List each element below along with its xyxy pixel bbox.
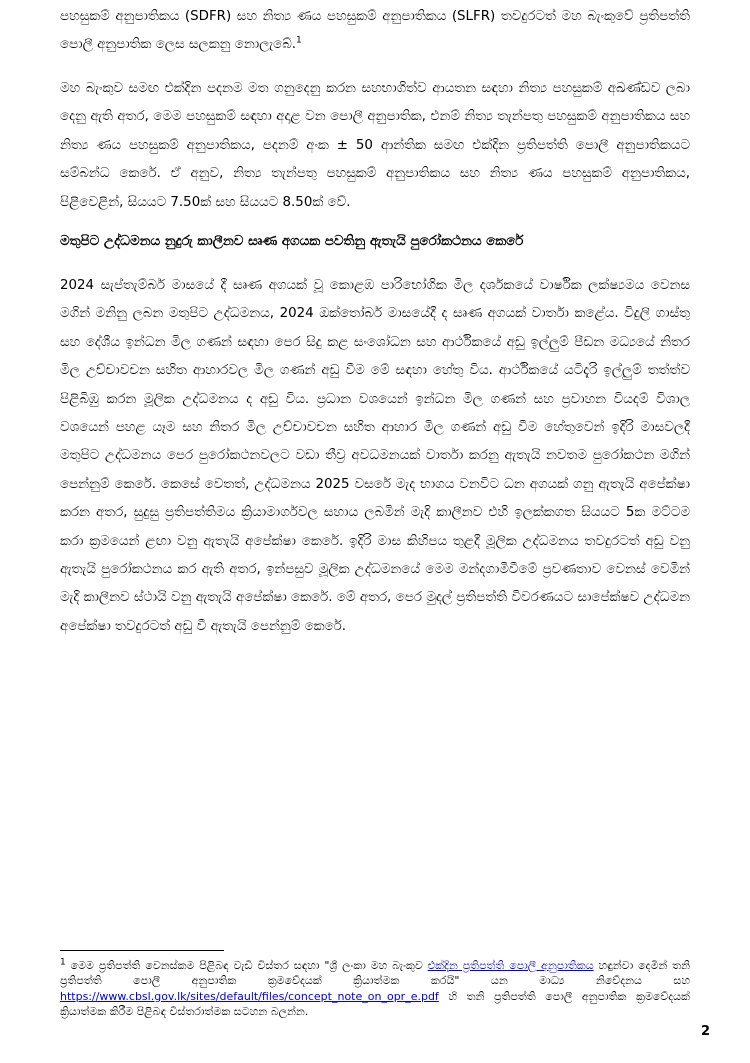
footnote-marker: 1	[60, 957, 66, 968]
footnote-divider	[60, 950, 224, 951]
footnote-text-after-url: හි තනි ප්‍රතිපත්ති පොලී අනුපාතික ක්‍රමවේදයක් ක්‍රියාත්මක කිරීම පිළිබඳ විස්තරාත්මක සටහන බලන්න.	[60, 989, 690, 1019]
paragraph-policy-rates	[60, 3, 690, 60]
footnote-text-before-link: මෙම ප්‍රතිපත්ති වෙනස්කම පිළිබඳ වැඩි විස්තර සඳහා "ශ්‍රී ලංකා මහ බැංකුව	[65, 959, 428, 972]
footnote-link-opr[interactable]: එක්දින ප්‍රතිපත්ති පොලී අනුපාතිකය	[427, 959, 594, 972]
footnote-reference[interactable]: 1	[296, 35, 302, 46]
paragraph-standing-facilities: මහ බැංකුව සමඟ එක්දින පදනම මත ගනුදෙනු කරන සහභාගිත්ව ආයතන සඳහා නිත්‍ය පහසුකම් අඛණ්ඩව ලබා දෙනු ඇති අතර, මෙම පහසුකම් සඳහා අදාළ වන පොලී අනුපාතික, එනම් නිත්‍ය තැන්පතු පහසුකම් අනුපාතිකය සහ නිත්‍ය ණය පහසුකම් අනුපාතිකය, පදනම් අංක ± 50 ආන්තික සමඟ එක්දින ප්‍රතිපත්ති පොලී අනුපාතිකයට සම්බන්ධ කෙරේ. ඒ අනුව, නිත්‍ය තැන්පතු පහසුකම් අනුපාතිකය සහ නිත්‍ය ණය පහසුකම් අනුපාතිකය, පිළිවෙළින්, සියයට 7.50ක් සහ සියයට 8.50ක් වේ.	[60, 81, 690, 210]
page-number: 2	[700, 1024, 710, 1039]
section-heading: මතුපිට උද්ධමනය නුදුරු කාලීනව සෘණ අගයක පවතිනු ඇතැයි පුරෝකථනය කෙරේ	[60, 234, 524, 249]
footnote-url-link[interactable]: https://www.cbsl.gov.lk/sites/default/files/concept_note_on_opr_e.pdf	[60, 989, 439, 1003]
paragraph-inflation-outlook: 2024 සැප්තැම්බර් මාසයේ දී සෘණ අගයක් වූ කොළඹ පාරිභෝගික මිල දර්ශකයේ වාර්ෂික ලක්ෂ්‍යමය වෙනස මගින් මනිනු ලබන මතුපිට උද්ධමනය, 2024 ඔක්තෝබර් මාසයේදී ද සෘණ අගයක් වාර්තා කළේය. විදුලි ගාස්තු සහ දේශීය ඉන්ධන මිල ගණන් සඳහා පෙර සිදු කළ සංශෝධන සහ ආර්ථිකයේ අඩු ඉල්ලුම් පීඩන මධ්‍යයේ නිතර මිල උච්චාවචන සහිත ආහාරවල මිල ගණන් අඩු වීම මේ සඳහා හේතු විය. ආර්ථිකයේ යටිදැරි ඉල්ලුම් තත්ත්ව පිළිබිඹු කරන මූලික උද්ධමනය ද අඩු විය. ප්‍රධාන වශයෙන් ඉන්ධන මිල ගණන් සහ ප්‍රවාහන වියදම් විශාල වශයෙන් පහළ යෑම සහ නිතර මිල උච්චාවචන සහිත ආහාර මිල ගණන් අඩු වීම හේතුවෙන් ඉදිරි මාසවලදී මතුපිට උද්ධමනය පෙර පුරෝකථනවලට වඩා තීව්‍ර අවධමනයක් වාර්තා කරනු ඇතැයි නවතම පුරෝකථන මගින් පෙන්නුම් කෙරේ. කෙසේ වෙතත්, උද්ධමනය 2025 වසරේ මැද භාගය වනවිට ධන අගයක් ගනු ඇතැයි අපේක්ෂා කරන අතර, සුදුසු ප්‍රතිපත්තිමය ක්‍රියාමාර්ගවල සහාය ලබමින් මැදි කාලීනව එහි ඉලක්කගත සියයට 5ක මට්ටම කරා ක්‍රමයෙන් ළඟා වනු ඇතැයි අපේක්ෂා කෙරේ. ඉදිරි මාස කිහිපය තුළදී මූලික උද්ධමනය තවදුරටත් අඩු වනු ඇතැයි පුරෝකථනය කර ඇති අතර, ඉන්පසුව මූලික උද්ධමනයේ මෙම මන්දගාමීවීමේ ප්‍රවණතාව වෙනස් වෙමින් මැදි කාලීනව ස්ථායි වනු ඇතැයි අපේක්ෂා කෙරේ. මේ අතර, පෙර මුදල් ප්‍රතිපත්ති විවරණයට සාපේක්ෂව උද්ධමන අපේක්ෂා තවදුරටත් අඩු වී ඇතැයි පෙන්නුම් කෙරේ.	[60, 278, 690, 634]
footnote	[60, 958, 690, 1020]
paragraph-text: පහසුකම් අනුපාතිකය (SDFR) සහ නිත්‍ය ණය පහසුකම් අනුපාතිකය (SLFR) තවදුරටත් මහ බැංකුවේ ප්‍රතිපත්ති පොලී අනුපාතික ලෙස සලකනු නොලැබේ.	[60, 9, 690, 53]
footnote-text-middle: හඳුන්වා දෙමින් තනි ප්‍රතිපත්ති පොලී අනුපාතික ක්‍රමවේදයක් ක්‍රියාත්මක කරයි" යන මාධ්‍ය නිවේදනය සහ	[60, 959, 691, 988]
